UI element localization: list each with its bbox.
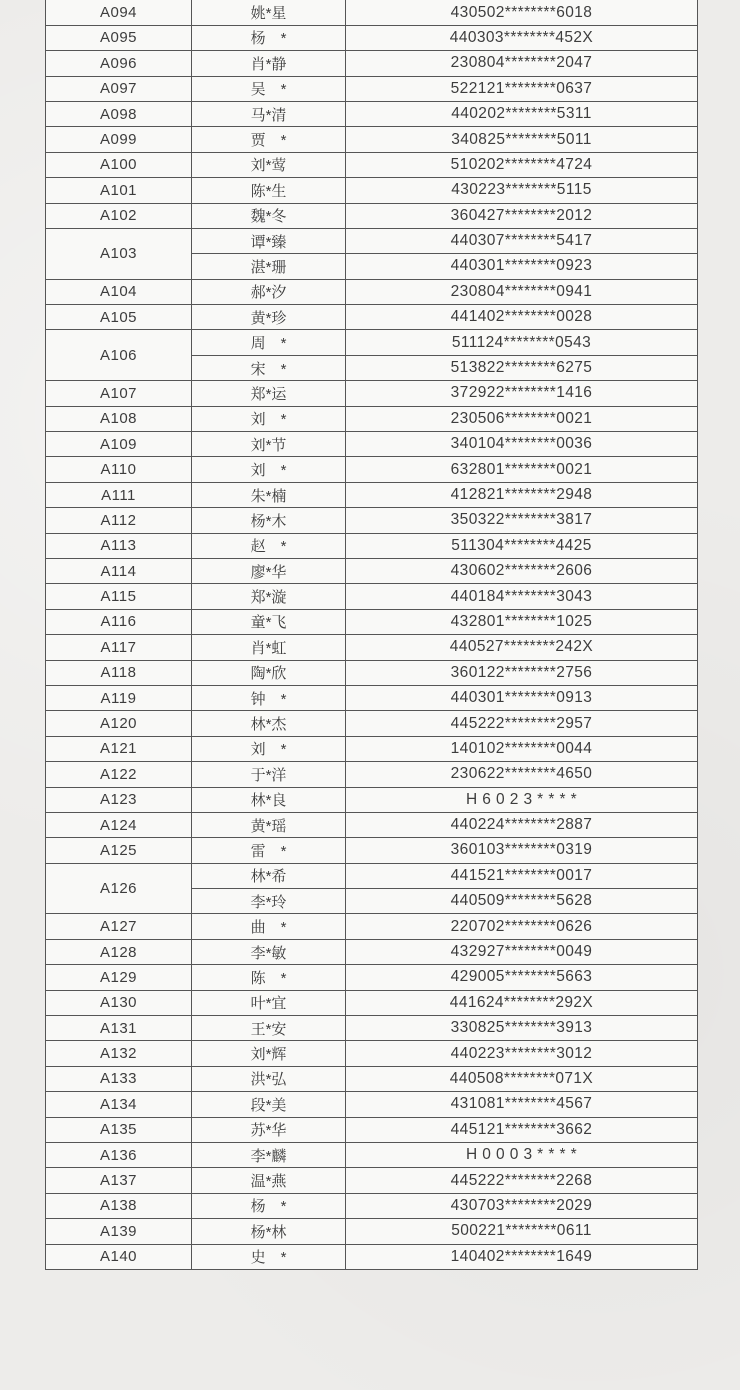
code-cell: A119 [46,685,192,710]
name-cell: 刘*节 [192,432,346,457]
id-number-cell: 440303********452X [346,25,698,50]
id-number-cell: H 6 0 2 3 * * * * [346,787,698,812]
code-cell: A110 [46,457,192,482]
name-cell: 刘*辉 [192,1041,346,1066]
id-number-cell: 441402********0028 [346,305,698,330]
code-cell: A120 [46,711,192,736]
table-row [46,203,698,228]
id-number-cell: 230622********4650 [346,762,698,787]
code-cell: A113 [46,533,192,558]
id-number-cell: 360427********2012 [346,203,698,228]
id-number-cell: 440223********3012 [346,1041,698,1066]
id-number-cell: 510202********4724 [346,152,698,177]
table-row [46,51,698,76]
code-cell: A131 [46,1016,192,1041]
table-row [46,432,698,457]
name-cell: 陈 * [192,965,346,990]
id-number-cell: 440307********5417 [346,228,698,253]
id-number-cell: 429005********5663 [346,965,698,990]
id-number-cell: 440224********2887 [346,812,698,837]
name-cell: 杨 * [192,1193,346,1218]
code-cell: A118 [46,660,192,685]
name-cell: 魏*冬 [192,203,346,228]
code-cell: A109 [46,432,192,457]
table-row [46,381,698,406]
code-cell: A123 [46,787,192,812]
id-number-cell: 230804********0941 [346,279,698,304]
code-cell: A112 [46,508,192,533]
name-cell: 杨 * [192,25,346,50]
id-number-cell: 340104********0036 [346,432,698,457]
table-row [46,25,698,50]
code-cell: A111 [46,482,192,507]
name-cell: 温*燕 [192,1168,346,1193]
name-cell: 陶*欣 [192,660,346,685]
code-cell: A104 [46,279,192,304]
name-cell: 刘*莺 [192,152,346,177]
code-cell: A094 [46,0,192,25]
code-cell: A125 [46,838,192,863]
id-number-cell: 441521********0017 [346,863,698,888]
name-cell: 苏*华 [192,1117,346,1142]
name-cell: 廖*华 [192,558,346,583]
id-number-cell: 432927********0049 [346,939,698,964]
name-cell: 宋 * [192,355,346,380]
table-row [46,228,698,253]
name-cell: 郑*漩 [192,584,346,609]
table-row [46,1117,698,1142]
id-number-cell: 445222********2268 [346,1168,698,1193]
table-row [46,127,698,152]
id-number-cell: 440301********0923 [346,254,698,279]
table-row [46,1066,698,1091]
id-number-cell: 440202********5311 [346,101,698,126]
code-cell: A122 [46,762,192,787]
name-cell: 李*玲 [192,889,346,914]
code-cell: A140 [46,1244,192,1269]
id-number-cell: 440527********242X [346,635,698,660]
name-cell: 刘 * [192,457,346,482]
code-cell: A116 [46,609,192,634]
id-number-cell: 330825********3913 [346,1016,698,1041]
table-row [46,406,698,431]
name-cell: 李*敏 [192,939,346,964]
id-number-cell: 440508********071X [346,1066,698,1091]
code-cell: A097 [46,76,192,101]
name-cell: 钟 * [192,685,346,710]
id-number-cell: 430602********2606 [346,558,698,583]
name-cell: 童*飞 [192,609,346,634]
id-number-cell: 412821********2948 [346,482,698,507]
name-cell: 雷 * [192,838,346,863]
name-cell: 湛*珊 [192,254,346,279]
name-cell: 黄*珍 [192,305,346,330]
table-row [46,101,698,126]
table-row [46,787,698,812]
table-row [46,1244,698,1269]
code-cell: A102 [46,203,192,228]
code-cell: A134 [46,1092,192,1117]
id-number-cell: 230804********2047 [346,51,698,76]
name-cell: 郝*汐 [192,279,346,304]
code-cell: A095 [46,25,192,50]
table-row [46,863,698,888]
table-row [46,1016,698,1041]
table-row [46,1193,698,1218]
table-row [46,1168,698,1193]
id-number-cell: 230506********0021 [346,406,698,431]
code-cell: A114 [46,558,192,583]
code-cell: A098 [46,101,192,126]
name-cell: 吴 * [192,76,346,101]
table-row [46,736,698,761]
code-cell: A099 [46,127,192,152]
name-cell: 黄*瑶 [192,812,346,837]
name-cell: 叶*宜 [192,990,346,1015]
code-cell: A132 [46,1041,192,1066]
name-cell: 林*希 [192,863,346,888]
id-number-cell: 522121********0637 [346,76,698,101]
id-number-cell: 430703********2029 [346,1193,698,1218]
code-cell: A130 [46,990,192,1015]
id-number-cell: 513822********6275 [346,355,698,380]
table-row [46,609,698,634]
id-number-cell: 431081********4567 [346,1092,698,1117]
id-number-cell: 511304********4425 [346,533,698,558]
code-cell: A133 [46,1066,192,1091]
id-number-cell: 430223********5115 [346,178,698,203]
id-number-cell: 445222********2957 [346,711,698,736]
id-number-cell: 220702********0626 [346,914,698,939]
table-row [46,1092,698,1117]
id-number-cell: 500221********0611 [346,1219,698,1244]
name-cell: 朱*楠 [192,482,346,507]
id-number-cell: 360103********0319 [346,838,698,863]
table-row [46,152,698,177]
table-row [46,635,698,660]
code-cell: A129 [46,965,192,990]
name-cell: 郑*运 [192,381,346,406]
code-cell: A117 [46,635,192,660]
table-row [46,939,698,964]
id-number-cell: 440301********0913 [346,685,698,710]
table-row [46,812,698,837]
id-number-cell: 140102********0044 [346,736,698,761]
table-row [46,76,698,101]
id-number-cell: 372922********1416 [346,381,698,406]
name-cell: 于*洋 [192,762,346,787]
name-cell: 段*美 [192,1092,346,1117]
table-row [46,457,698,482]
id-number-cell: 340825********5011 [346,127,698,152]
name-cell: 杨*林 [192,1219,346,1244]
code-cell: A127 [46,914,192,939]
roster-table-body [46,0,698,1269]
code-cell: A101 [46,178,192,203]
id-number-cell: 445121********3662 [346,1117,698,1142]
table-row [46,330,698,355]
code-cell: A139 [46,1219,192,1244]
table-row [46,178,698,203]
table-row [46,660,698,685]
name-cell: 贾 * [192,127,346,152]
id-number-cell: 430502********6018 [346,0,698,25]
id-number-cell: 140402********1649 [346,1244,698,1269]
code-cell: A107 [46,381,192,406]
name-cell: 杨*木 [192,508,346,533]
table-row [46,990,698,1015]
name-cell: 林*杰 [192,711,346,736]
name-cell: 王*安 [192,1016,346,1041]
id-number-cell: 441624********292X [346,990,698,1015]
table-row [46,1041,698,1066]
code-cell: A128 [46,939,192,964]
name-cell: 谭*臻 [192,228,346,253]
name-cell: 李*麟 [192,1142,346,1167]
table-row [46,685,698,710]
code-cell: A124 [46,812,192,837]
code-cell: A126 [46,863,192,914]
id-number-cell: 632801********0021 [346,457,698,482]
roster-sheet [45,0,697,1270]
code-cell: A096 [46,51,192,76]
table-row [46,482,698,507]
id-number-cell: 440184********3043 [346,584,698,609]
id-number-cell: 360122********2756 [346,660,698,685]
id-number-cell: 350322********3817 [346,508,698,533]
table-row [46,1142,698,1167]
table-row [46,762,698,787]
name-cell: 赵 * [192,533,346,558]
code-cell: A115 [46,584,192,609]
code-cell: A136 [46,1142,192,1167]
code-cell: A100 [46,152,192,177]
name-cell: 周 * [192,330,346,355]
name-cell: 刘 * [192,406,346,431]
table-row [46,584,698,609]
table-row [46,305,698,330]
name-cell: 刘 * [192,736,346,761]
table-row [46,965,698,990]
name-cell: 陈*生 [192,178,346,203]
table-row [46,533,698,558]
table-row [46,558,698,583]
code-cell: A106 [46,330,192,381]
name-cell: 洪*弘 [192,1066,346,1091]
table-row [46,838,698,863]
name-cell: 曲 * [192,914,346,939]
table-row [46,914,698,939]
id-number-cell: 440509********5628 [346,889,698,914]
code-cell: A103 [46,228,192,279]
code-cell: A138 [46,1193,192,1218]
code-cell: A137 [46,1168,192,1193]
name-cell: 肖*虹 [192,635,346,660]
id-number-cell: H 0 0 0 3 * * * * [346,1142,698,1167]
table-row [46,0,698,25]
code-cell: A135 [46,1117,192,1142]
table-row [46,508,698,533]
id-number-cell: 511124********0543 [346,330,698,355]
name-cell: 姚*星 [192,0,346,25]
id-number-cell: 432801********1025 [346,609,698,634]
name-cell: 肖*静 [192,51,346,76]
code-cell: A121 [46,736,192,761]
code-cell: A108 [46,406,192,431]
table-row [46,711,698,736]
name-cell: 林*良 [192,787,346,812]
roster-table [45,0,698,1270]
table-row [46,279,698,304]
code-cell: A105 [46,305,192,330]
name-cell: 史 * [192,1244,346,1269]
table-row [46,1219,698,1244]
name-cell: 马*清 [192,101,346,126]
